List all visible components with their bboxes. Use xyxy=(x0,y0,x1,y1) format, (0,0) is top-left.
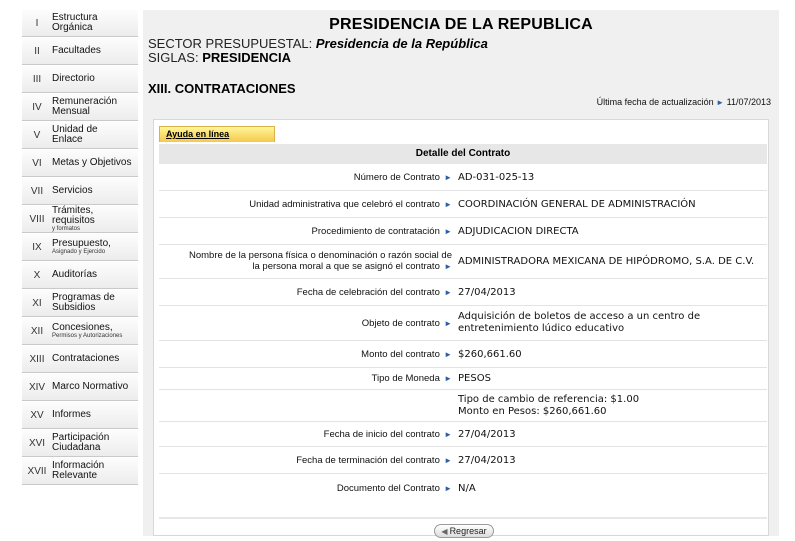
detail-row-documento xyxy=(159,474,767,502)
detail-row-proveedor xyxy=(159,245,767,279)
sidebar-item-number: XVI xyxy=(28,437,46,449)
arrow-right-icon: ► xyxy=(441,374,452,383)
detail-value: 27/04/2013 xyxy=(458,455,516,466)
sidebar-item-unidad-enlace[interactable] xyxy=(22,122,138,149)
detail-row-moneda xyxy=(159,368,767,390)
arrow-right-icon: ► xyxy=(441,319,452,328)
sidebar-item-facultades[interactable] xyxy=(22,38,138,65)
section-title: XIII. CONTRATACIONES xyxy=(148,81,296,96)
detail-row-procedimiento xyxy=(159,218,767,245)
sidebar-item-label: Concesiones, xyxy=(52,321,113,333)
sidebar-item-number: XIII xyxy=(29,353,45,365)
sidebar-item-number: XIV xyxy=(28,381,46,393)
arrow-right-icon: ► xyxy=(441,227,452,236)
sidebar-item-label: Servicios xyxy=(52,185,93,196)
detail-footer-bar xyxy=(159,517,767,519)
sidebar-item-number: IV xyxy=(32,101,42,113)
sector-label: SECTOR PRESUPUESTAL: xyxy=(148,36,313,51)
sidebar-item-contrataciones[interactable] xyxy=(22,346,138,373)
sidebar-item-label: Presupuesto, xyxy=(52,237,111,249)
detail-label-wrap xyxy=(159,349,452,360)
sidebar-item-label: Programas de Subsidios xyxy=(52,292,115,313)
sidebar-item-presupuesto[interactable] xyxy=(22,234,138,261)
arrow-right-icon: ► xyxy=(441,288,452,297)
sidebar-item-concesiones[interactable] xyxy=(22,318,138,345)
detail-label: Fecha de celebración del contrato xyxy=(296,287,440,298)
sidebar-item-label: Remuneración Mensual xyxy=(52,96,118,117)
sidebar-item-label: Auditorías xyxy=(52,269,98,280)
sector-line xyxy=(148,36,488,51)
back-button[interactable] xyxy=(434,524,494,538)
detail-label: Número de Contrato xyxy=(353,172,440,183)
detail-label-wrap xyxy=(159,226,452,237)
sidebar-item-number: X xyxy=(33,269,41,281)
detail-value-line2: entretenimiento lúdico educativo xyxy=(458,323,625,334)
arrow-right-icon: ► xyxy=(441,456,452,465)
sidebar-item-number: VIII xyxy=(29,213,45,225)
sidebar-item-remuneracion[interactable] xyxy=(22,94,138,121)
sidebar-item-estructura[interactable] xyxy=(22,10,138,37)
arrow-right-icon: ► xyxy=(716,98,725,107)
sidebar-item-label: Directorio xyxy=(52,73,95,84)
sidebar-item-participacion[interactable] xyxy=(22,430,138,457)
sidebar-item-informacion[interactable] xyxy=(22,458,138,485)
detail-value: Adquisición de boletos de acceso a un centro de xyxy=(458,311,701,322)
arrow-right-icon: ► xyxy=(441,173,452,182)
detail-value: 27/04/2013 xyxy=(458,429,516,440)
detail-row-fecha-inicio xyxy=(159,422,767,447)
detail-value: 27/04/2013 xyxy=(458,287,516,298)
sidebar-item-label-wrap xyxy=(52,206,138,233)
sidebar-item-label: Marco Normativo xyxy=(52,381,129,392)
sidebar-item-label: Facultades xyxy=(52,45,101,56)
page-title: PRESIDENCIA DE LA REPUBLICA xyxy=(329,16,593,33)
sector-value: Presidencia de la República xyxy=(315,36,488,51)
detail-label: Fecha de terminación del contrato xyxy=(296,455,440,466)
sidebar-item-label: Contrataciones xyxy=(52,353,120,364)
detail-row-numero xyxy=(159,164,767,191)
detail-label-wrap xyxy=(159,199,452,210)
arrow-right-icon: ► xyxy=(441,430,452,439)
detail-value-wrap xyxy=(458,311,768,335)
sidebar-item-number: II xyxy=(34,45,40,57)
sidebar-item-number: XI xyxy=(32,297,42,309)
detail-label: Procedimiento de contratación xyxy=(311,226,440,237)
sidebar-item-number: XVII xyxy=(27,465,47,477)
detail-label-wrap xyxy=(159,483,452,494)
sidebar-item-tramites[interactable] xyxy=(22,206,138,233)
sidebar-item-number: XII xyxy=(30,325,44,337)
detail-value: ADJUDICACION DIRECTA xyxy=(458,226,579,237)
sidebar-item-programas[interactable] xyxy=(22,290,138,317)
back-icon: ◀ xyxy=(441,527,448,536)
sidebar-item-label: Trámites, requisitos xyxy=(52,204,95,226)
sidebar-item-sublabel: Permisos y Autorizaciones xyxy=(52,332,123,339)
sidebar-item-label: Metas y Objetivos xyxy=(52,157,132,168)
back-button-label: Regresar xyxy=(449,526,487,536)
detail-value: N/A xyxy=(458,483,476,494)
detail-label-wrap xyxy=(159,429,452,440)
detail-value: ADMINISTRADORA MEXICANA DE HIPÓDROMO, S.A. DE C.V. xyxy=(458,256,755,267)
sidebar-item-label: Participación Ciudadana xyxy=(52,432,110,453)
main-panel xyxy=(143,10,779,536)
detail-row-fecha-celebracion xyxy=(159,279,767,306)
detail-label-wrap xyxy=(159,287,452,298)
last-update-date: 11/07/2013 xyxy=(726,97,771,107)
detail-value: $260,661.60 xyxy=(458,349,522,360)
detail-label: Objeto de contrato xyxy=(361,318,440,329)
sidebar-item-servicios[interactable] xyxy=(22,178,138,205)
sidebar-item-sublabel: y formatos xyxy=(52,225,81,232)
detail-label: Tipo de Moneda xyxy=(371,373,440,384)
detail-row-monto xyxy=(159,341,767,368)
detail-value-wrap xyxy=(458,394,768,418)
arrow-right-icon: ► xyxy=(441,350,452,359)
sidebar-item-number: VII xyxy=(30,185,44,197)
sidebar-item-label: Información Relevante xyxy=(52,460,105,481)
detail-row-unidad xyxy=(159,191,767,218)
sidebar-item-label: Unidad de Enlace xyxy=(52,124,98,145)
sidebar-item-number: IX xyxy=(32,241,42,253)
last-update xyxy=(597,97,771,107)
sidebar-item-number: XV xyxy=(30,409,44,421)
detail-row-objeto xyxy=(159,306,767,341)
detail-label-wrap xyxy=(159,318,452,329)
sidebar-item-sublabel: Asignado y Ejercido xyxy=(52,248,106,255)
detail-label-line2: la persona moral a que se asignó el contrato xyxy=(252,261,440,272)
arrow-right-icon: ► xyxy=(441,200,452,209)
sidebar-item-metas[interactable] xyxy=(22,150,138,177)
sidebar-item-auditorias[interactable] xyxy=(22,262,138,289)
siglas-line xyxy=(148,50,291,65)
detail-label: Fecha de inicio del contrato xyxy=(323,429,440,440)
sidebar-item-number: I xyxy=(35,17,39,29)
detail-row-fecha-terminacion xyxy=(159,447,767,474)
sidebar-item-number: III xyxy=(32,73,42,85)
sidebar-item-label: Estructura Orgánica xyxy=(52,12,98,33)
detail-label: Monto del contrato xyxy=(361,349,440,360)
detail-label-wrap xyxy=(159,455,452,466)
sidebar-item-label-wrap xyxy=(52,323,122,340)
arrow-right-icon: ► xyxy=(441,262,452,271)
detail-value: AD-031-025-13 xyxy=(458,172,535,183)
detail-label-wrap xyxy=(159,250,452,272)
sidebar-item-number: VI xyxy=(32,157,42,169)
help-online-link[interactable]: Ayuda en línea xyxy=(159,126,275,142)
contract-detail-box xyxy=(153,119,769,536)
detail-row-tipo-cambio xyxy=(159,390,767,422)
detail-value: Tipo de cambio de referencia: $1.00 xyxy=(458,394,640,405)
detail-label: Nombre de la persona física o denominación o razón social de xyxy=(189,250,452,261)
detail-value-line2: Monto en Pesos: $260,661.60 xyxy=(458,406,607,417)
sidebar-item-marco-normativo[interactable] xyxy=(22,374,138,401)
detail-value: COORDINACIÓN GENERAL DE ADMINISTRACIÓN xyxy=(458,199,696,210)
sidebar-item-directorio[interactable] xyxy=(22,66,138,93)
detail-label: Unidad administrativa que celebró el contrato xyxy=(249,199,440,210)
siglas-value: PRESIDENCIA xyxy=(202,50,292,65)
sidebar-item-informes[interactable] xyxy=(22,402,138,429)
sidebar-item-label: Informes xyxy=(52,409,91,420)
detail-header: Detalle del Contrato xyxy=(159,144,767,164)
sidebar-item-number: V xyxy=(33,129,41,141)
siglas-label: SIGLAS: xyxy=(148,50,199,65)
detail-label: Documento del Contrato xyxy=(336,483,440,494)
last-update-label: Última fecha de actualización xyxy=(596,97,714,107)
detail-label-wrap xyxy=(159,373,452,384)
arrow-right-icon: ► xyxy=(441,484,452,493)
detail-label-wrap xyxy=(159,172,452,183)
sidebar-item-label-wrap xyxy=(52,239,111,256)
detail-value: PESOS xyxy=(458,373,491,384)
sidebar xyxy=(0,0,142,541)
